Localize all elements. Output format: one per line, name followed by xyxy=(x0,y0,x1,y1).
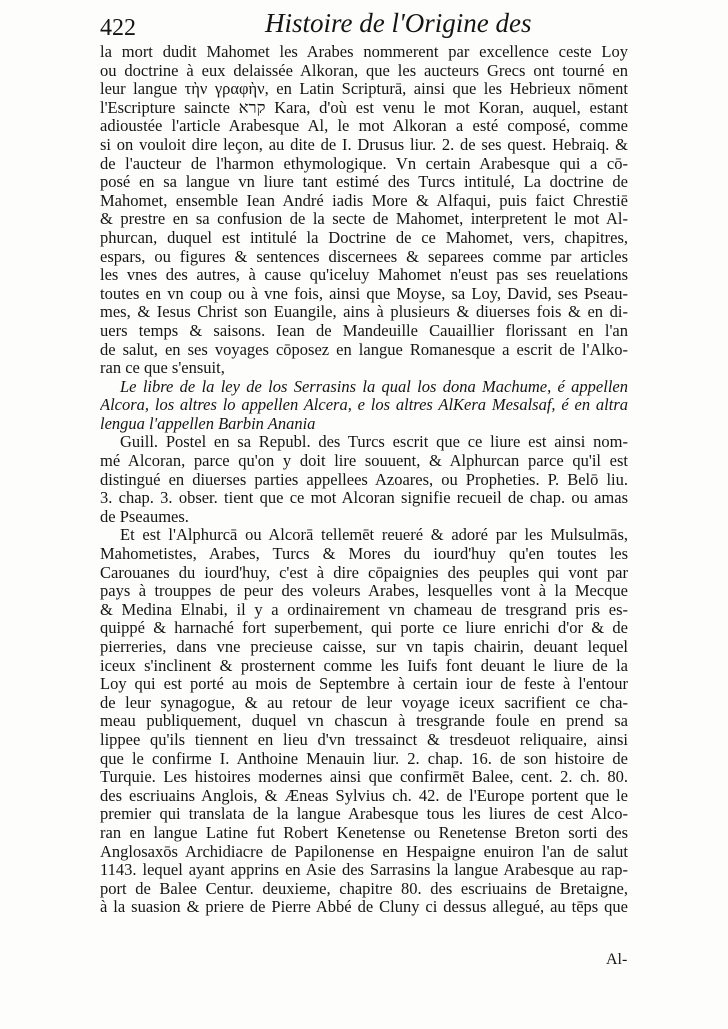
text-line: ou doctrine à eux delaissée Alkoran, que les aucteurs Grecs ont tourné en xyxy=(100,61,628,80)
text-line: pierreries, dans vne precieuse caisse, sur vn tapis chairin, deuant lequel xyxy=(100,638,628,656)
text-line: Alcora, los altres lo appellen Alcera, e los altres AlKera Mesalsaf, é en altra xyxy=(100,396,628,415)
text-line: de Pseaumes. xyxy=(100,507,189,526)
text-line: phurcan, duquel est intitulé la Doctrine de ce Mahomet, vers, chapitres, xyxy=(100,228,628,247)
text-line: posé en sa langue vn liure tant estimé des Turcs intitulé, La doctrine de xyxy=(100,173,628,192)
text-body xyxy=(100,43,628,917)
text-line: de l'aucteur de l'harmon ethymologique. Vn certain Arabesque qui a cō- xyxy=(100,154,628,173)
text-line: que le confirme I. Anthoine Menauin liur. 2. chap. 16. de son histoire de xyxy=(100,749,628,768)
text-line: Et est l'Alphurcā ou Alcorā tellemēt reueré & adoré par les Mulsulmās, xyxy=(120,526,628,545)
text-line: les vnes des autres, à cause qu'iceluy Mahomet n'eust pas ses reuelations xyxy=(100,266,628,285)
text-line: mes, & Iesus Christ son Euangile, ains à plusieurs & diuerses fois & en di- xyxy=(100,303,628,322)
text-line: Anglosaxōs Archidiacre de Papilonense en Hespaigne enuiron l'an de salut xyxy=(100,842,628,861)
text-line: à la suasion & priere de Pierre Abbé de Cluny ci dessus allegué, au tēps que xyxy=(100,898,628,917)
text-line: lippee qu'ils tiennent en lieu d'vn tressainct & tresdeuot reliquaire, ainsi xyxy=(100,730,628,749)
text-line: la mort dudit Mahomet les Arabes nommerent par excellence ceste Loy xyxy=(100,43,628,61)
text-line: iceux s'inclinent & prosternent comme les Iuifs font deuant le liure de la xyxy=(100,656,628,675)
text-line: des escriuains Anglois, & Æneas Sylvius ch. 42. de l'Europe portent que le xyxy=(100,786,628,805)
text-line: distingué en diuerses parties appellees Azoares, ou Propheties. P. Belō liu. xyxy=(100,470,628,489)
text-line: mé Alcoran, parce qu'on y doit lire souuent, & Alphurcan parce qu'il est xyxy=(100,452,628,471)
text-line: quippé & harnaché fort superbement, qui porte ce liure enrichi d'or & de xyxy=(100,619,628,638)
text-line: lengua l'appellen Barbin Anania xyxy=(100,414,316,433)
text-line: l'Escripture saincte קרא Kara, d'où est venu le mot Koran, auquel, estant xyxy=(100,98,628,117)
text-line: de leur synagogue, & au retour de leur voyage iceux sacrifient ce cha- xyxy=(100,693,628,712)
catchword: Al- xyxy=(606,951,628,968)
text-line: Mahometistes, Arabes, Turcs & Mores du iourd'huy qu'en toutes les xyxy=(100,545,628,564)
text-line: espars, ou figures & sentences discernees & separees comme par articles xyxy=(100,247,628,266)
text-line: de salut, en ses voyages cōposez en langue Romanesque a escrit de l'Alko- xyxy=(100,340,628,359)
text-line: uers temps & saisons. Iean de Mandeuille Cauaillier florissant en l'an xyxy=(100,321,628,340)
text-line: toutes en vn coup ou à vne fois, ainsi que Moyse, sa Loy, David, ses Pseau- xyxy=(100,284,628,303)
text-line: ran en langue Latine fut Robert Kenetense ou Renetense Breton sorti des xyxy=(100,823,628,842)
text-line: Loy qui est porté au mois de Septembre à certain iour de feste à l'entour xyxy=(100,675,628,694)
text-line: Carouanes du iourd'huy, c'est à dire cōpaignies des peuples qui vont par xyxy=(100,563,628,582)
page-number: 422 xyxy=(100,15,136,41)
text-line: & prestre en sa confusion de la secte de Mahomet, interpretent le mot Al- xyxy=(100,210,628,229)
text-line: si on vouloit dire leçon, au dite de I. Drusus liur. 2. de ses quest. Hebraiq. & xyxy=(100,135,628,154)
text-line: 3. chap. 3. obser. tient que ce mot Alcoran signifie recueil de chap. ou amas xyxy=(100,489,628,508)
text-line: 1143. lequel ayant apprins en Asie des Sarrasins la langue Arabesque au rap- xyxy=(100,861,628,880)
text-line: meau publiquement, duquel vn chascun à tresgrande foule en prend sa xyxy=(100,712,628,731)
text-line: Mahomet, ensemble Iean André iadis More & Alfaqui, puis faict Chrestiē xyxy=(100,191,628,210)
page-header xyxy=(100,4,700,42)
text-line: Turquie. Les histoires modernes ainsi que confirmēt Balee, cent. 2. ch. 80. xyxy=(100,768,628,787)
running-title: Histoire de l'Origine des xyxy=(265,8,532,38)
text-line: adioustée l'article Arabesque Al, le mot Alkoran a esté composé, comme xyxy=(100,117,628,136)
text-line: pays à trouppes de peur des voleurs Arabes, lesquelles vont à la Mecque xyxy=(100,582,628,601)
text-line: & Medina Elnabi, il y a ordinairement vn chameau de tresgrand pris es- xyxy=(100,600,628,619)
text-line: port de Balee Centur. deuxieme, chapitre 80. des escriuains de Bretaigne, xyxy=(100,879,628,898)
text-line: Guill. Postel en sa Republ. des Turcs escrit que ce liure est ainsi nom- xyxy=(120,433,628,452)
text-line: premier qui translata de la langue Arabesque tous les liures de cest Alco- xyxy=(100,805,628,824)
text-line: ran ce que s'ensuit, xyxy=(100,359,225,378)
text-line: leur langue τὴν γραφὴν, en Latin Scripturā, ainsi que les Hebrieux nōment xyxy=(100,80,628,99)
text-line: Le libre de la ley de los Serrasins la qual los dona Machume, é appellen xyxy=(120,377,628,396)
